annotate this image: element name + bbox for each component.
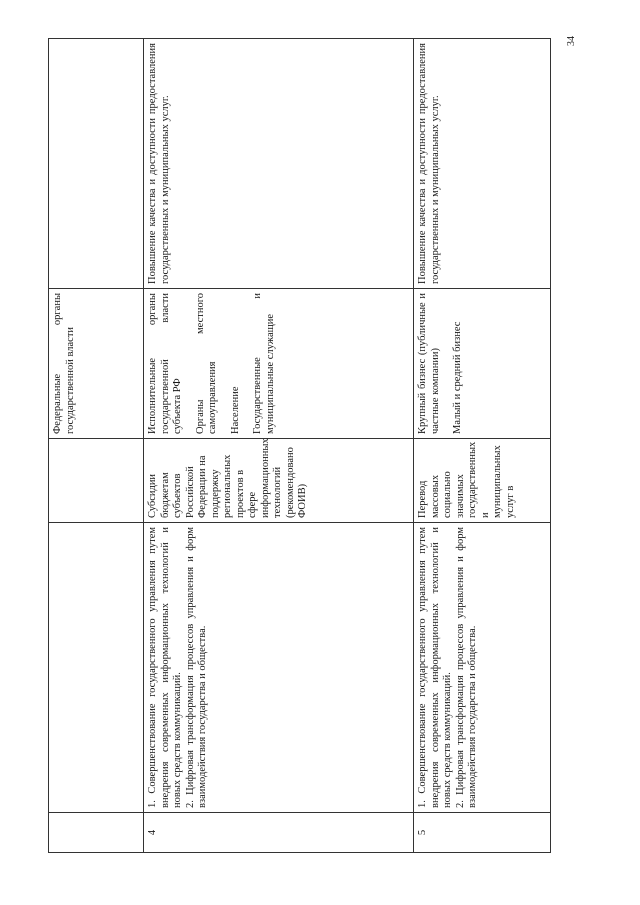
header-objectives-cell [49,523,144,813]
table-row [144,39,414,853]
row-number: 4 [144,813,414,853]
participant: Население [229,386,241,434]
participants-cell [144,289,414,439]
source-cell: Субсидии бюджетам субъектов Российской Федерации на поддержку региональных проектов в сфере информационных технологий (рекомендовано ФОИВ) [144,439,414,523]
header-source-cell [49,439,144,523]
header-result-cell [49,39,144,289]
result-cell: Повышение качества и доступности предоставления государственных и муниципальных услуг. [414,39,551,289]
header-num-cell [49,813,144,853]
source-cell: Перевод массовых социально значимых государственных и муниципальных услуг в [414,439,551,523]
table-header-row [49,39,144,853]
objectives-cell [414,523,551,813]
objectives-cell [144,523,414,813]
result-cell: Повышение качества и доступности предоставления государственных и муниципальных услуг. [144,39,414,289]
participant: Исполнительные органы государственной власти субъекта РФ [147,293,183,434]
participant: Органы местного самоуправления [194,293,218,434]
objective-1: 1. Совершенствование государственного управления путем внедрения современных информационных технологий и новых средств коммуникаций. [417,527,453,808]
table-row [414,39,551,853]
objective-2: 2. Цифровая трансформация процессов управления и форм взаимодействия государства и общества. [454,527,478,808]
participant: Государственные и муниципальные служащие [252,293,276,434]
participant: Крупный бизнес (публичные и частные компании) [417,293,441,434]
header-participants-cell: Федеральные органы государственной власти [49,289,144,439]
objective-1: 1. Совершенствование государственного управления путем внедрения современных информационных технологий и новых средств коммуникаций. [147,527,183,808]
objective-2: 2. Цифровая трансформация процессов управления и форм взаимодействия государства и общества. [184,527,208,808]
page-number: 34 [566,36,577,46]
participants-cell [414,289,551,439]
program-table [48,38,551,853]
rotated-table-container [48,39,550,853]
row-number: 5 [414,813,551,853]
participant: Малый и средний бизнес [452,321,463,434]
